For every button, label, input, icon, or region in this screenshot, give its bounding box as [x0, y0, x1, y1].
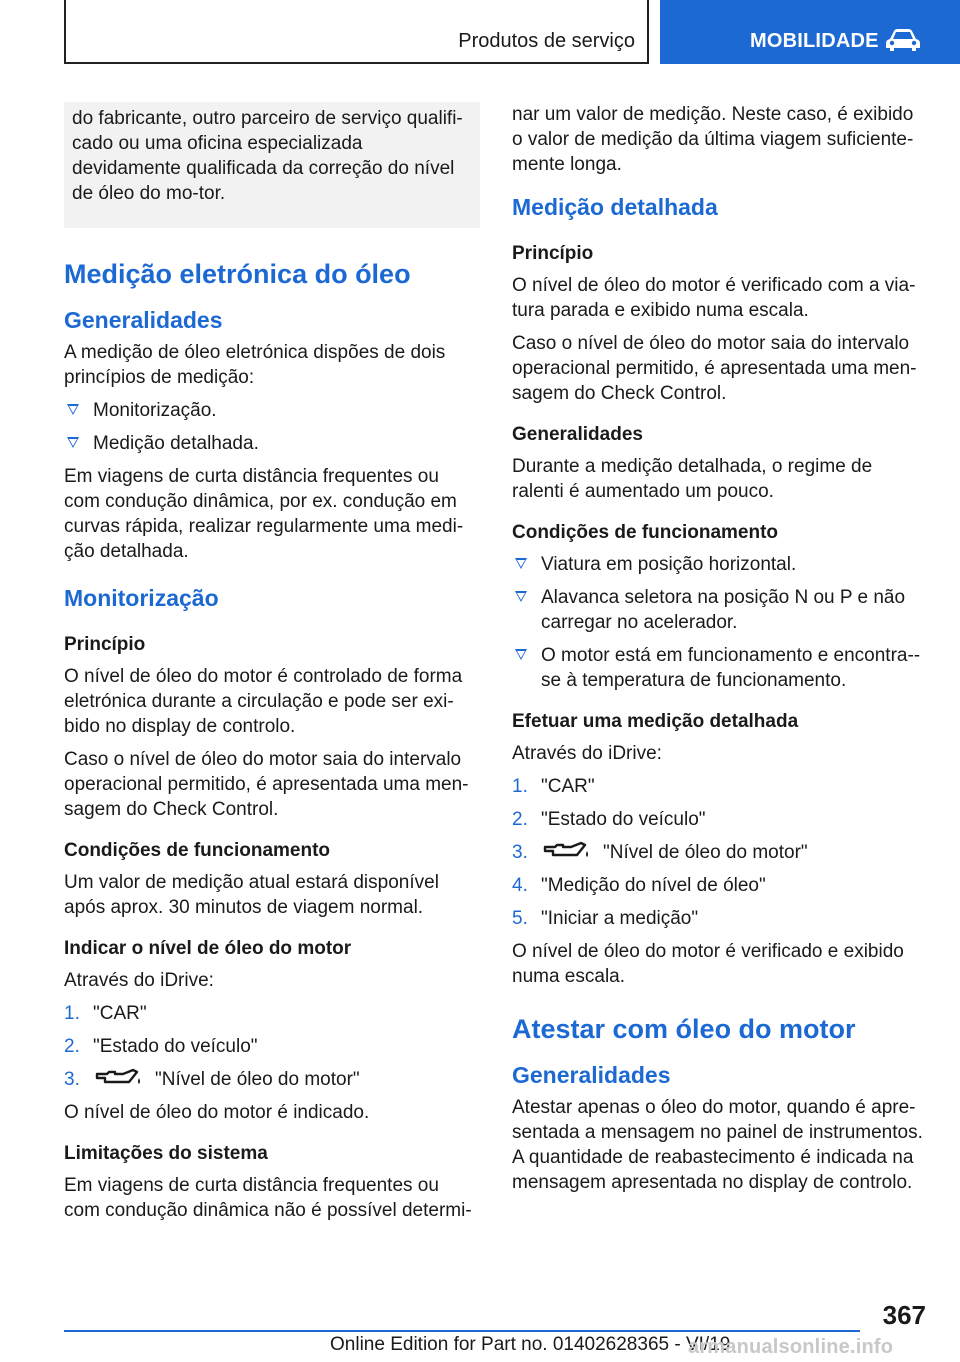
section-title-refill-oil: Atestar com óleo do motor — [512, 1014, 856, 1044]
heading-general: Generalidades — [512, 1062, 671, 1088]
list-item: 4. "Medição do nível de óleo" — [512, 875, 766, 896]
measure-result: O nível de óleo do motor é verificado e exibido numa escala. — [512, 941, 904, 987]
general-text-2: Em viagens de curta distância frequentes ou com condução dinâmica, por ex. condução em curvas rápida, realizar regularmente uma medi-ção detalhada. — [64, 466, 464, 562]
display-result: O nível de óleo do motor é indicado. — [64, 1102, 370, 1123]
watermark: armanualsonline.info — [688, 1336, 894, 1358]
list-item: O motor está em funcionamento e encontra--se à temperatura de funcionamento. — [512, 643, 928, 693]
heading-general: Generalidades — [512, 424, 643, 445]
list-item: 1. "CAR" — [64, 1003, 147, 1024]
heading-principle: Princípio — [64, 634, 146, 655]
list-item: Viatura em posição horizontal. — [512, 552, 928, 577]
note-box — [64, 102, 480, 228]
edition-text: Online Edition for Part no. 01402628365 - VI/19 — [330, 1334, 731, 1355]
heading-detailed-measurement: Medição detalhada — [512, 194, 718, 220]
general-text: A medição de óleo eletrónica dispões de dois princípios de medição: — [64, 342, 446, 388]
principle-text-2: Caso o nível de óleo do motor saia do intervalo operacional permitido, é apresentada uma men-sagem do Check Control. — [512, 333, 917, 404]
car-icon — [884, 27, 922, 53]
chapter-label: MOBILIDADE — [750, 30, 879, 52]
list-item: 2. "Estado do veículo" — [64, 1036, 258, 1057]
principle-text-1: O nível de óleo do motor é verificado com a via-tura parada e exibido numa escala. — [512, 275, 916, 321]
list-item: 3. "Nível de óleo do motor" — [512, 842, 808, 863]
oil-can-icon — [93, 1068, 145, 1088]
display-intro: Através do iDrive: — [64, 970, 214, 991]
principle-text-1: O nível de óleo do motor é controlado de forma eletrónica durante a circulação e pode ser exi-bido no display de controlo. — [64, 666, 463, 737]
conditions-text: Um valor de medição atual estará disponível após aprox. 30 minutos de viagem normal. — [64, 872, 439, 918]
heading-limitations: Limitações do sistema — [64, 1143, 268, 1164]
left-column — [64, 102, 480, 1231]
list-item: 1. "CAR" — [512, 776, 595, 797]
footer-divider — [64, 1330, 860, 1332]
oil-can-icon — [541, 841, 593, 861]
page-number: 367 — [882, 1300, 926, 1330]
general-list — [64, 398, 480, 456]
heading-monitoring: Monitorização — [64, 585, 219, 611]
list-item: Medição detalhada. — [64, 431, 480, 456]
list-item: 2. "Estado do veículo" — [512, 809, 706, 830]
heading-principle: Princípio — [512, 243, 594, 264]
limitations-text: Em viagens de curta distância frequentes ou com condução dinâmica não é possível determi- — [64, 1175, 472, 1221]
heading-conditions: Condições de funcionamento — [64, 840, 331, 861]
continued-text: nar um valor de medição. Neste caso, é exibido o valor de medição da última viagem suficiente-mente longa. — [512, 104, 914, 175]
list-item: 3. "Nível de óleo do motor" — [64, 1069, 360, 1090]
section-title-oil-measurement: Medição eletrónica do óleo — [64, 259, 411, 289]
note-text: do fabricante, outro parceiro de serviço qualifi-cado ou uma oficina especializada devidamente qualificada da correção do nível de óleo do mo-tor. — [72, 108, 463, 204]
section-label: Produtos de serviço — [458, 30, 635, 52]
list-item: Alavanca seletora na posição N ou P e não carregar no acelerador. — [512, 585, 928, 635]
triangle-bullet-icon — [515, 558, 527, 569]
heading-general: Generalidades — [64, 307, 223, 333]
refill-text: Atestar apenas o óleo do motor, quando é apre-sentada a mensagem no painel de instrumentos. A quantidade de reabastecimento é indicada na mensagem apresentada no display de controlo. — [512, 1097, 923, 1193]
measure-steps — [512, 774, 928, 931]
header-section-tab — [64, 0, 649, 64]
measure-intro: Através do iDrive: — [512, 743, 662, 764]
general-text: Durante a medição detalhada, o regime de ralenti é aumentado um pouco. — [512, 456, 873, 502]
list-item: Monitorização. — [64, 398, 480, 423]
right-column — [512, 102, 928, 1203]
triangle-bullet-icon — [515, 649, 527, 660]
heading-perform-measurement: Efetuar uma medição detalhada — [512, 711, 799, 732]
triangle-bullet-icon — [67, 404, 79, 415]
heading-conditions: Condições de funcionamento — [512, 522, 779, 543]
list-item: 5. "Iniciar a medição" — [512, 908, 699, 929]
display-steps — [64, 1001, 480, 1092]
principle-text-2: Caso o nível de óleo do motor saia do intervalo operacional permitido, é apresentada uma men-sagem do Check Control. — [64, 749, 469, 820]
triangle-bullet-icon — [67, 437, 79, 448]
conditions-list — [512, 552, 928, 693]
header-chapter-tab — [660, 0, 960, 64]
triangle-bullet-icon — [515, 591, 527, 602]
heading-display-oil-level: Indicar o nível de óleo do motor — [64, 938, 352, 959]
